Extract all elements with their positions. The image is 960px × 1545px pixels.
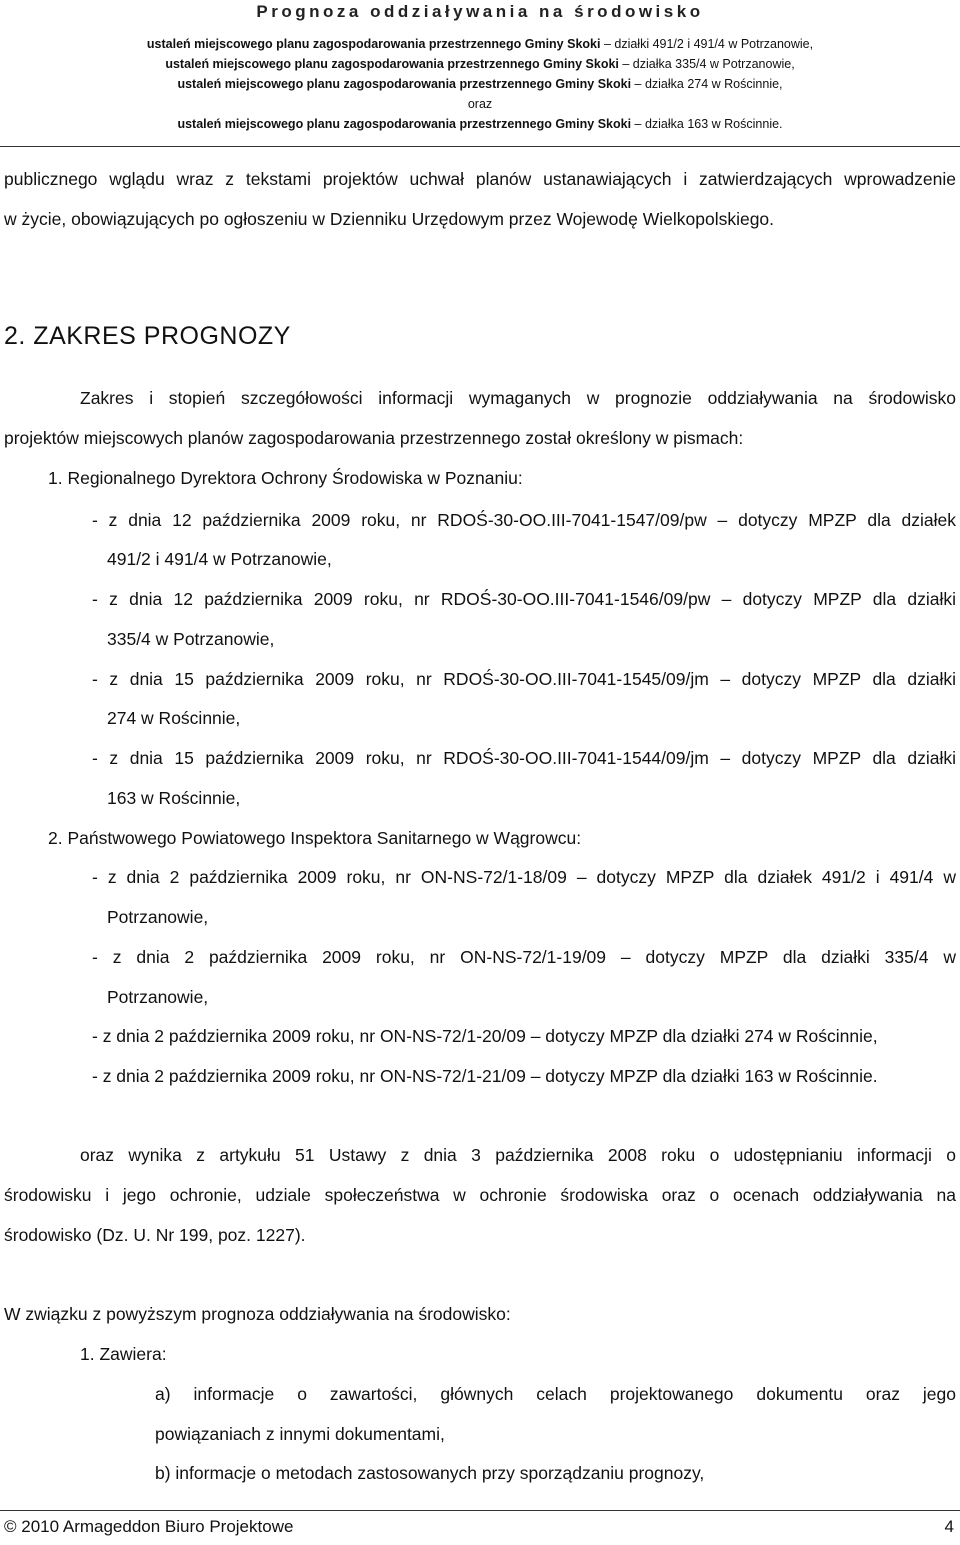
item-1b-line-1: - z dnia 12 października 2009 roku, nr RDOŚ-30-OO.III-7041-1546/09/pw – dotyczy MPZP dla działki (92, 589, 956, 609)
item-1d-line-1: - z dnia 15 października 2009 roku, nr RDOŚ-30-OO.III-7041-1544/09/jm – dotyczy MPZP dla działki (92, 748, 956, 768)
item-1c-line-2: 274 w Rościnnie, (107, 708, 241, 728)
intro-line-1: publicznego wglądu wraz z tekstami projektów uchwał planów ustanawiających i zatwierdzających wprowadzenie (4, 169, 956, 189)
law-line-3: środowisko (Dz. U. Nr 199, poz. 1227). (4, 1225, 306, 1245)
header-line-2-rest: – działka 335/4 w Potrzanowie, (618, 57, 795, 71)
header-line-1 (0, 37, 960, 51)
item-2a-line-2: Potrzanowie, (107, 907, 209, 927)
header-line-5-bold: ustaleń miejscowego planu zagospodarowania przestrzennego Gminy Skoki (177, 117, 632, 131)
law-line-2: środowisku i jego ochronie, udziale społeczeństwa w ochronie środowiska oraz o ocenach oddziaływania na (4, 1185, 956, 1205)
item-1b-line-2: 335/4 w Potrzanowie, (107, 629, 275, 649)
header-line-4 (0, 97, 960, 111)
header-line-3-bold: ustaleń miejscowego planu zagospodarowania przestrzennego Gminy Skoki (177, 77, 632, 91)
header-line-5 (0, 117, 960, 131)
document-header-title: Prognoza oddziaływania na środowisko (256, 2, 704, 21)
contains-line: 1. Zawiera: (80, 1344, 167, 1364)
item-2d-line: - z dnia 2 października 2009 roku, nr ON-NS-72/1-21/09 – dotyczy MPZP dla działki 163 w Rościnnie. (92, 1066, 878, 1086)
item-2b-line-2: Potrzanowie, (107, 987, 209, 1007)
intro-line-2: w życie, obowiązujących po ogłoszeniu w Dzienniku Urzędowym przez Wojewodę Wielkopolskiego. (4, 209, 775, 229)
scope-line-2: projektów miejscowych planów zagospodarowania przestrzennego został określony w pismach: (4, 428, 744, 448)
sub-b-line: b) informacje o metodach zastosowanych przy sporządzaniu prognozy, (155, 1463, 705, 1483)
footer-page-number: 4 (944, 1517, 954, 1536)
sub-a-line-2: powiązaniach z innymi dokumentami, (155, 1424, 445, 1444)
sub-a-line-1: a) informacje o zawartości, głównych celach projektowanego dokumentu oraz jego (155, 1384, 956, 1404)
section-heading: 2. ZAKRES PROGNOZY (4, 322, 291, 350)
header-divider (0, 146, 960, 147)
header-line-3 (0, 77, 960, 91)
item-1d-line-2: 163 w Rościnnie, (107, 788, 241, 808)
item-1c-line-1: - z dnia 15 października 2009 roku, nr RDOŚ-30-OO.III-7041-1545/09/jm – dotyczy MPZP dla działki (92, 669, 956, 689)
item-2-title: 2. Państwowego Powiatowego Inspektora Sanitarnego w Wągrowcu: (48, 828, 582, 848)
header-line-1-rest: – działki 491/2 i 491/4 w Potrzanowie, (600, 37, 814, 51)
footer-copyright: © 2010 Armageddon Biuro Projektowe (4, 1517, 294, 1536)
header-line-3-rest: – działka 274 w Rościnnie, (631, 77, 783, 91)
header-line-2-bold: ustaleń miejscowego planu zagospodarowania przestrzennego Gminy Skoki (165, 57, 619, 71)
header-line-2 (0, 57, 960, 71)
conclusion-line: W związku z powyższym prognoza oddziaływania na środowisko: (4, 1304, 511, 1324)
law-line-1: oraz wynika z artykułu 51 Ustawy z dnia 3 października 2008 roku o udostępnianiu informacji o (80, 1145, 956, 1165)
header-line-5-rest: – działka 163 w Rościnnie. (631, 117, 783, 131)
item-1-title: 1. Regionalnego Dyrektora Ochrony Środowiska w Poznaniu: (48, 468, 523, 488)
item-2c-line: - z dnia 2 października 2009 roku, nr ON-NS-72/1-20/09 – dotyczy MPZP dla działki 274 w Rościnnie, (92, 1026, 878, 1046)
scope-line-1: Zakres i stopień szczegółowości informacji wymaganych w prognozie oddziaływania na środowisko (80, 388, 956, 408)
header-line-1-bold: ustaleń miejscowego planu zagospodarowania przestrzennego Gminy Skoki (146, 37, 601, 51)
item-2b-line-1: - z dnia 2 października 2009 roku, nr ON-NS-72/1-19/09 – dotyczy MPZP dla działki 335/4 w (92, 947, 956, 967)
header-line-4-rest: oraz (467, 97, 493, 111)
footer-divider (0, 1510, 960, 1511)
item-2a-line-1: - z dnia 2 października 2009 roku, nr ON-NS-72/1-18/09 – dotyczy MPZP dla działek 491/2 i 491/4 w (92, 867, 956, 887)
item-1a-line-1: - z dnia 12 października 2009 roku, nr RDOŚ-30-OO.III-7041-1547/09/pw – dotyczy MPZP dla działek (92, 510, 956, 530)
item-1a-line-2: 491/2 i 491/4 w Potrzanowie, (107, 549, 332, 569)
